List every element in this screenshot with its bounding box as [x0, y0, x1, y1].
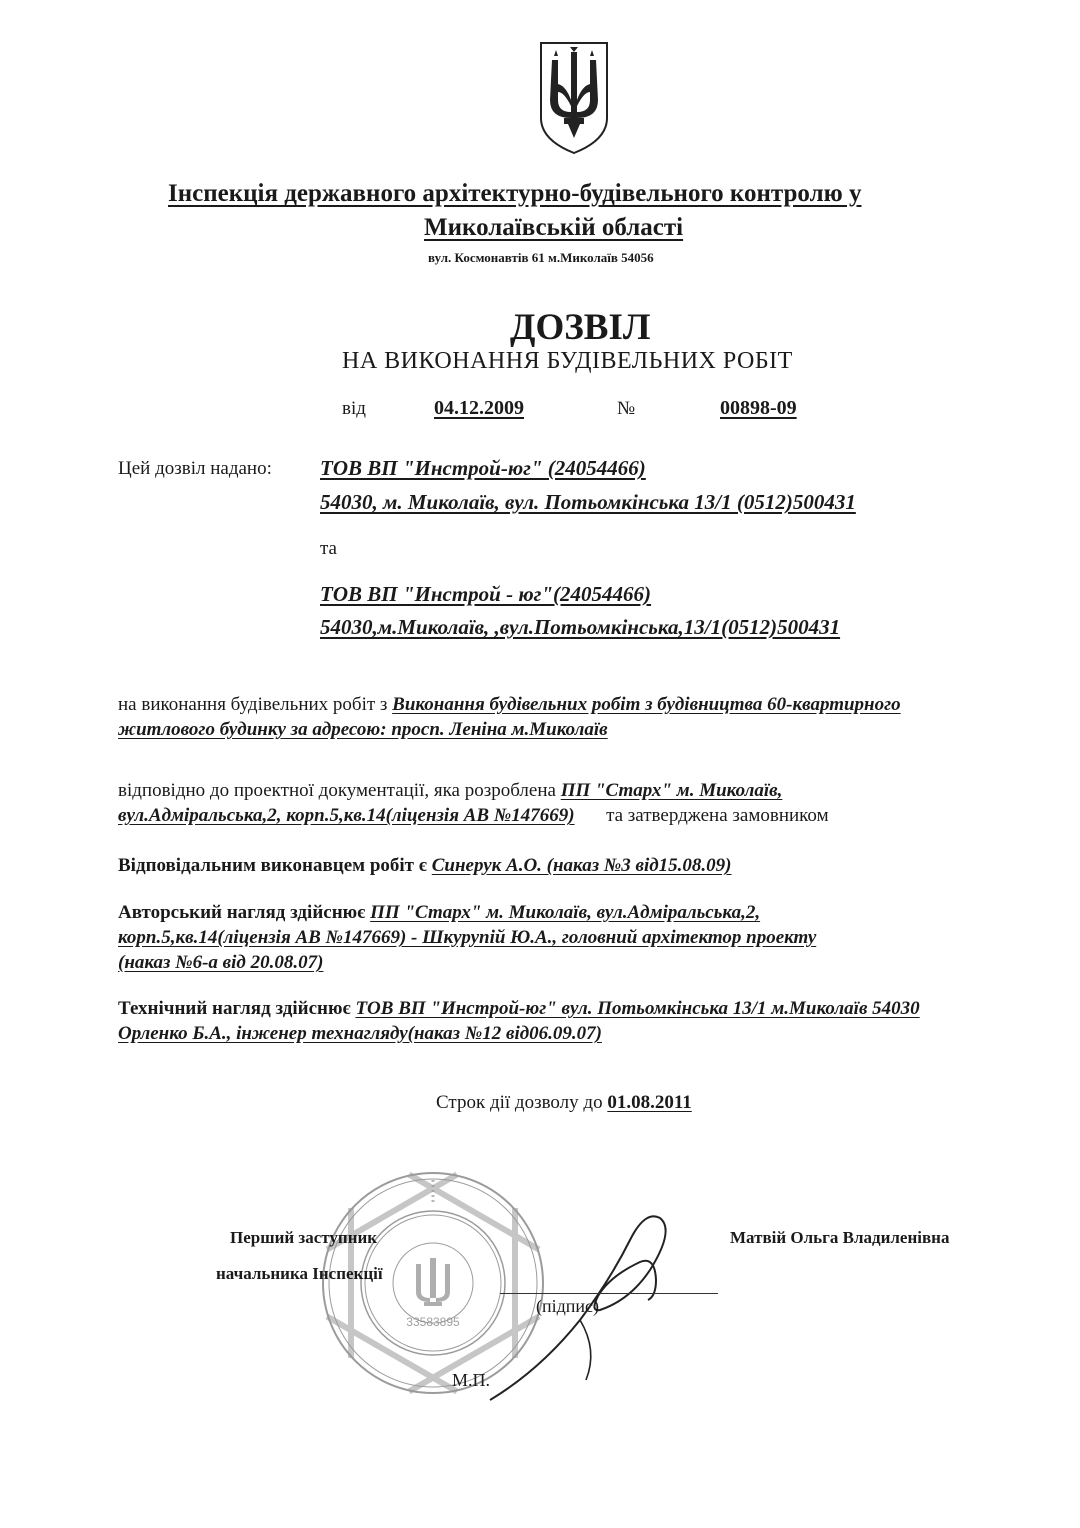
granted-label: Цей дозвіл надано: [118, 458, 272, 479]
author-supervision-value-line3: (наказ №6-а від 20.08.07) [118, 952, 324, 973]
author-supervision-value-line1: ПП "Старх" м. Миколаїв, вул.Адміральська,2, [370, 902, 761, 923]
works-line2-container [118, 719, 608, 741]
number-label: № [617, 398, 636, 419]
signature-label: (підпис) [536, 1296, 600, 1316]
permit-number: 00898-09 [720, 397, 797, 419]
project-line2-container [118, 805, 829, 827]
party1-address: 54030, м. Миколаїв, вул. Потьомкінська 13/1 (0512)500431 [320, 490, 856, 514]
responsible-paragraph [118, 855, 732, 877]
tech-supervision-line2-container [118, 1023, 602, 1045]
document-subtitle: НА ВИКОНАННЯ БУДІВЕЛЬНИХ РОБІТ [342, 348, 793, 374]
issuer-address: вул. Космонавтів 61 м.Миколаїв 54056 [428, 250, 654, 265]
document-title: ДОЗВІЛ [510, 307, 651, 348]
project-paragraph [118, 780, 782, 802]
project-label: відповідно до проектної документації, яка розроблена [118, 780, 556, 801]
author-supervision-value-line2: корп.5,кв.14(ліцензія АВ №147669) - Шкурупій Ю.А., головний архітектор проекту [118, 927, 817, 948]
project-value-line2: вул.Адміральська,2, корп.5,кв.14(ліцензія АВ №147669) [118, 805, 575, 826]
project-value-line1: ПП "Старх" м. Миколаїв, [560, 780, 783, 801]
signature-line [500, 1293, 718, 1294]
works-label: на виконання будівельних робіт з [118, 694, 388, 715]
stamp-number: 33583895 [406, 1315, 460, 1329]
date-label: від [342, 398, 366, 419]
and-text: та [320, 538, 337, 559]
author-supervision-line2-container [118, 927, 816, 949]
tech-supervision-paragraph [118, 998, 920, 1020]
validity-paragraph [436, 1092, 692, 1114]
author-supervision-label: Авторський нагляд здійснює [118, 902, 366, 923]
author-supervision-line3-container [118, 952, 323, 974]
tech-supervision-label: Технічний нагляд здійснює [118, 998, 351, 1019]
validity-date: 01.08.2011 [607, 1092, 692, 1113]
tech-supervision-value-line2: Орленко Б.А., інженер технагляду(наказ №12 від06.09.07) [118, 1023, 602, 1044]
signatory-position-line2: начальника Інспекції [216, 1264, 383, 1283]
issuer-org-line1: Інспекція державного архітектурно-будівельного контролю у [168, 180, 862, 207]
party2-name: ТОВ ВП "Инстрой - юг"(24054466) [320, 582, 652, 606]
author-supervision-paragraph [118, 902, 760, 924]
responsible-value: Синерук А.О. (наказ №3 від15.08.09) [431, 855, 732, 876]
responsible-label: Відповідальним виконавцем робіт є [118, 855, 427, 876]
issuer-org-line2: Миколаївській області [424, 214, 684, 241]
party1-name: ТОВ ВП "Инстрой-юг" (24054466) [320, 456, 646, 480]
signatory-position-line1: Перший заступник [230, 1228, 378, 1247]
validity-label: Строк дії дозволу до [436, 1092, 603, 1113]
tech-supervision-value-line1: ТОВ ВП "Инстрой-юг" вул. Потьомкінська 13/1 м.Миколаїв 54030 [355, 998, 920, 1019]
project-suffix: та затверджена замовником [606, 805, 829, 826]
signatory-name: Матвій Ольга Владиленівна [730, 1228, 950, 1247]
works-value-line2: житлового будинку за адресою: просп. Леніна м.Миколаїв [118, 719, 608, 740]
works-paragraph [118, 694, 901, 716]
trident-coat-of-arms-icon [538, 40, 610, 156]
works-value-line1: Виконання будівельних робіт з будівництва 60-квартирного [392, 694, 901, 715]
issue-date: 04.12.2009 [434, 397, 524, 419]
stamp-place-label: М.П. [452, 1370, 491, 1390]
party2-address: 54030,м.Миколаїв, ,вул.Потьомкінська,13/1(0512)500431 [320, 615, 841, 639]
